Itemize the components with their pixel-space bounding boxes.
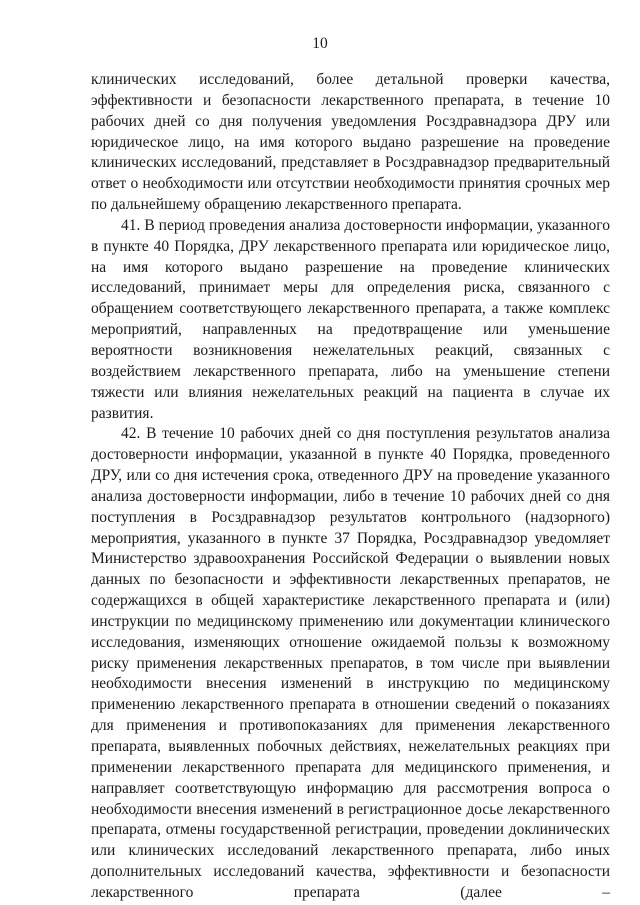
document-body [91, 70, 610, 904]
paragraph-continuation: клинических исследований, более детальной проверки качества, эффективности и безопасности лекарственного препарата, в течение 10 рабочих дней со дня получения уведомления Росздравнадзора ДРУ или юридическое лицо, на имя которого выдано разрешение на проведение клинических исследований, представляет в Росздравнадзор предварительный ответ о необходимости или отсутствии необходимости принятия срочных мер по дальнейшему обращению лекарственного препарата. [91, 71, 610, 214]
paragraph-item-42: 42. В течение 10 рабочих дней со дня поступления результатов анализа достоверности информации, указанной в пункте 40 Порядка, проведенного ДРУ, или со дня истечения срока, отведенного ДРУ на проведение указанного анализа достоверности информации, либо в течение 10 рабочих дней со дня поступления в Росздравнадзор результатов контрольного (надзорного) мероприятия, указанного в пункте 37 Порядка, Росздравнадзор уведомляет Министерство здравоохранения Российской Федерации о выявлении новых данных по безопасности и эффективности лекарственных препаратов, не содержащихся в общей характеристике лекарственного препарата и (или) инструкции по медицинскому применению или документации клинического исследования, изменяющих отношение ожидаемой пользы к возможному риску применения лекарственных препаратов, в том числе при выявлении необходимости внесения изменений в инструкцию по медицинскому применению лекарственного препарата в отношении сведений о показаниях для применения и противопоказаниях для применения лекарственного препарата, выявленных побочных действиях, нежелательных реакциях при применении лекарственного препарата для медицинского применения, и направляет соответствующую информацию для рассмотрения вопроса о необходимости внесения изменений в регистрационное досье лекарственного препарата, отмены государственной регистрации, проведении доклинических или клинических исследований лекарственного препарата, либо иных дополнительных исследований качества, эффективности и безопасности лекарственного препарата (далее – [91, 425, 610, 901]
page-number: 10 [312, 35, 328, 52]
paragraph-item-41: 41. В период проведения анализа достоверности информации, указанного в пункте 40 Порядка, ДРУ лекарственного препарата или юридическое лицо, на имя которого выдано разрешение на проведение клинических исследований, принимает меры для определения риска, связанного с обращением соответствующего лекарственного препарата, а также комплекс мероприятий, направленных на предотвращение или уменьшение вероятности возникновения нежелательных реакций, связанных с воздействием лекарственного препарата, либо на уменьшение степени тяжести или влияния нежелательных реакций на пациента в случае их развития. [91, 216, 610, 422]
